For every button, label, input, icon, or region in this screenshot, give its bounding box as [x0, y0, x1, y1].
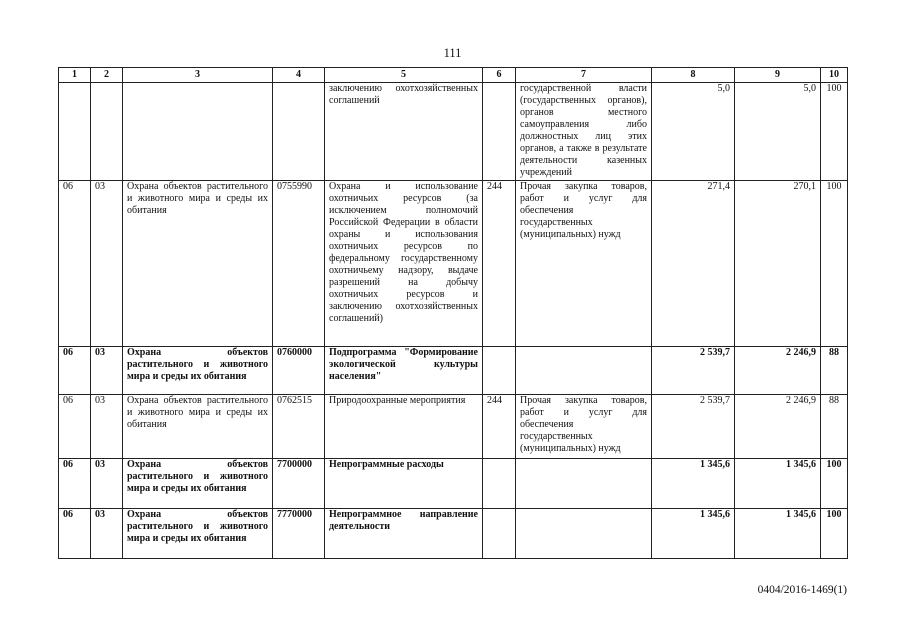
- target-article-code-cell: 7770000: [273, 509, 325, 559]
- planned-amount-cell: 2 539,7: [652, 395, 735, 459]
- planned-amount-cell: 271,4: [652, 181, 735, 347]
- planned-amount-cell: 2 539,7: [652, 347, 735, 395]
- target-article-code-cell: 0762515: [273, 395, 325, 459]
- section-name-cell: [123, 83, 273, 181]
- subsection-code-cell: 03: [91, 347, 123, 395]
- document-code: 0404/2016-1469(1): [757, 584, 847, 596]
- actual-amount-cell: 2 246,9: [735, 347, 821, 395]
- actual-amount-cell: 5,0: [735, 83, 821, 181]
- expense-type-name-cell: Прочая закупка товаров, работ и услуг для обеспечения государственных (муниципальных) нужд: [516, 395, 652, 459]
- section-name-cell: Охрана объектов растительного и животного мира и среды их обитания: [123, 459, 273, 509]
- table-body: [59, 83, 848, 559]
- expense-type-name-cell: [516, 509, 652, 559]
- column-header-2: 2: [91, 68, 123, 83]
- target-article-code-cell: 7700000: [273, 459, 325, 509]
- column-header-1: 1: [59, 68, 91, 83]
- section-name-cell: Охрана объектов растительного и животного мира и среды их обитания: [123, 181, 273, 347]
- table-header: [59, 68, 848, 83]
- subsection-code-cell: [91, 83, 123, 181]
- section-name-cell: Охрана объектов растительного и животного мира и среды их обитания: [123, 395, 273, 459]
- header-row: [59, 68, 848, 83]
- column-header-3: 3: [123, 68, 273, 83]
- section-code-cell: 06: [59, 347, 91, 395]
- actual-amount-cell: 1 345,6: [735, 459, 821, 509]
- target-article-name-cell: Природоохранные мероприятия: [325, 395, 483, 459]
- expense-type-code-cell: [483, 459, 516, 509]
- section-name-cell: Охрана объектов растительного и животного мира и среды их обитания: [123, 509, 273, 559]
- table-row: [59, 459, 848, 509]
- section-name-cell: Охрана объектов растительного и животного мира и среды их обитания: [123, 347, 273, 395]
- column-header-5: 5: [325, 68, 483, 83]
- section-code-cell: 06: [59, 395, 91, 459]
- column-header-8: 8: [652, 68, 735, 83]
- column-header-7: 7: [516, 68, 652, 83]
- expense-type-name-cell: [516, 459, 652, 509]
- expense-type-name-cell: Прочая закупка товаров, работ и услуг для обеспечения государственных (муниципальных) нужд: [516, 181, 652, 347]
- target-article-code-cell: 0760000: [273, 347, 325, 395]
- actual-amount-cell: 2 246,9: [735, 395, 821, 459]
- execution-percent-cell: 100: [821, 181, 848, 347]
- planned-amount-cell: 5,0: [652, 83, 735, 181]
- section-code-cell: [59, 83, 91, 181]
- target-article-code-cell: [273, 83, 325, 181]
- table-row: [59, 347, 848, 395]
- expense-type-code-cell: 244: [483, 395, 516, 459]
- planned-amount-cell: 1 345,6: [652, 509, 735, 559]
- table-row: [59, 181, 848, 347]
- expense-type-name-cell: государственной власти (государственных органов), органов местного самоуправления либо должностных лиц этих органов, а также в результате деятельности казенных учреждений: [516, 83, 652, 181]
- expense-type-name-cell: [516, 347, 652, 395]
- target-article-code-cell: 0755990: [273, 181, 325, 347]
- target-article-name-cell: Непрограммное направление деятельности: [325, 509, 483, 559]
- target-article-name-cell: Подпрограмма "Формирование экологической культуры населения": [325, 347, 483, 395]
- subsection-code-cell: 03: [91, 181, 123, 347]
- execution-percent-cell: 100: [821, 459, 848, 509]
- target-article-name-cell: заключению охотхозяйственных соглашений: [325, 83, 483, 181]
- execution-percent-cell: 88: [821, 347, 848, 395]
- expense-type-code-cell: 244: [483, 181, 516, 347]
- page-number: 111: [443, 46, 462, 60]
- table-row: [59, 83, 848, 181]
- table-row: [59, 509, 848, 559]
- column-header-4: 4: [273, 68, 325, 83]
- execution-percent-cell: 100: [821, 83, 848, 181]
- planned-amount-cell: 1 345,6: [652, 459, 735, 509]
- subsection-code-cell: 03: [91, 395, 123, 459]
- column-header-10: 10: [821, 68, 848, 83]
- actual-amount-cell: 1 345,6: [735, 509, 821, 559]
- section-code-cell: 06: [59, 459, 91, 509]
- section-code-cell: 06: [59, 181, 91, 347]
- execution-percent-cell: 100: [821, 509, 848, 559]
- budget-table: [58, 67, 848, 559]
- subsection-code-cell: 03: [91, 509, 123, 559]
- column-header-9: 9: [735, 68, 821, 83]
- subsection-code-cell: 03: [91, 459, 123, 509]
- target-article-name-cell: Охрана и использование охотничьих ресурсов (за исключением полномочий Российской Федерации в области охраны и использования охотничьих ресурсов по федеральному государственному охотничьему надзору, выдаче разрешений на добычу охотничьих ресурсов и заключению охотхозяйственных соглашений): [325, 181, 483, 347]
- expense-type-code-cell: [483, 347, 516, 395]
- expense-type-code-cell: [483, 83, 516, 181]
- table-row: [59, 395, 848, 459]
- target-article-name-cell: Непрограммные расходы: [325, 459, 483, 509]
- expense-type-code-cell: [483, 509, 516, 559]
- column-header-6: 6: [483, 68, 516, 83]
- section-code-cell: 06: [59, 509, 91, 559]
- actual-amount-cell: 270,1: [735, 181, 821, 347]
- execution-percent-cell: 88: [821, 395, 848, 459]
